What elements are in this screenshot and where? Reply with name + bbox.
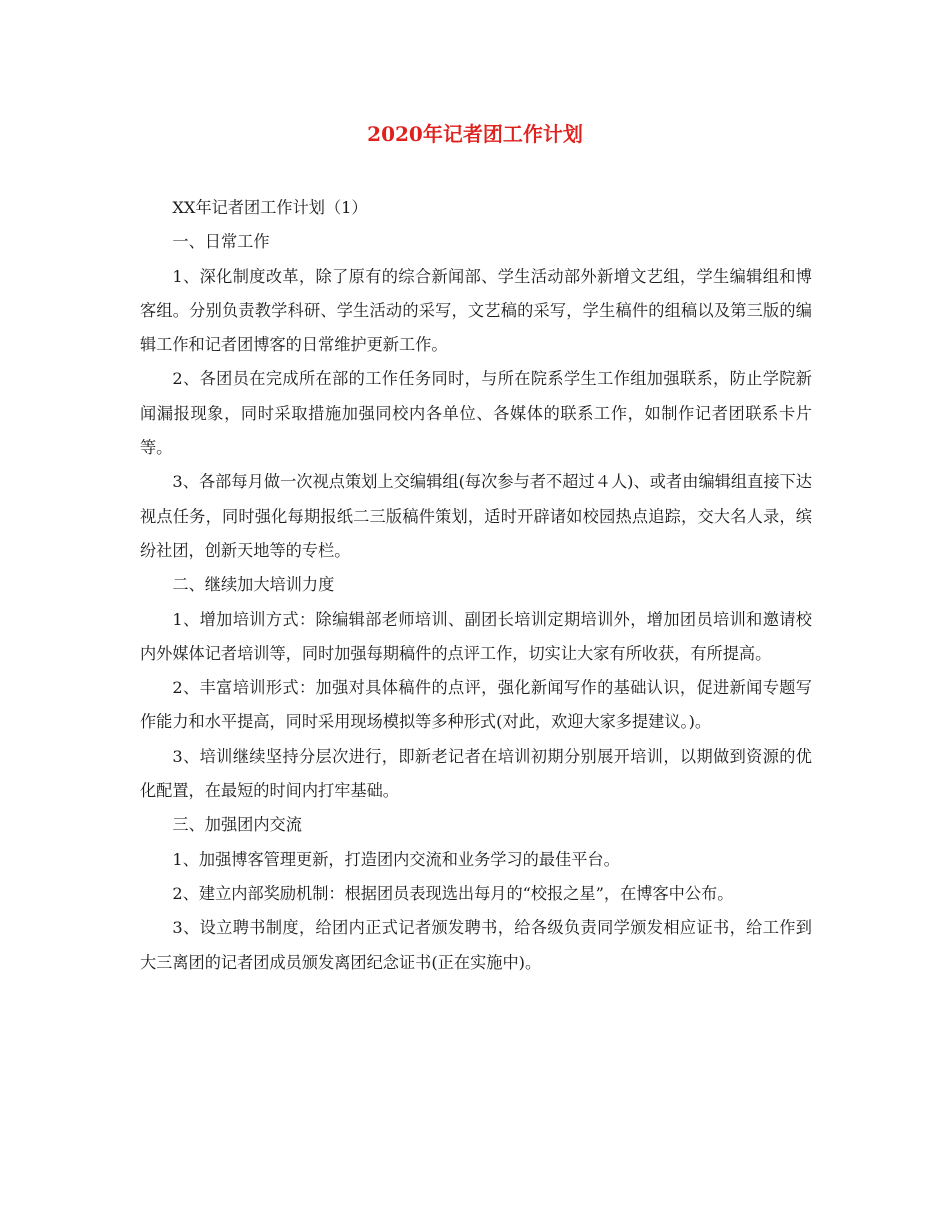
paragraph: 3、设立聘书制度，给团内正式记者颁发聘书，给各级负责同学颁发相应证书，给工作到大三离团的记者团成员颁发离团纪念证书(正在实施中)。 [140, 918, 812, 972]
section-heading-exchange: 三、加强团内交流 [172, 815, 302, 835]
paragraph: 3、各部每月做一次视点策划上交编辑组(每次参与者不超过４人)、或者由编辑组直接下达视点任务，同时强化每期报纸二三版稿件策划，适时开辟诸如校园热点追踪，交大名人录，缤纷社团，创新天地等的专栏。 [140, 472, 812, 560]
section-heading-daily-work: 一、日常工作 [172, 232, 270, 252]
paragraph: 1、增加培训方式：除编辑部老师培训、副团长培训定期培训外，增加团员培训和邀请校内外媒体记者培训等，同时加强每期稿件的点评工作，切实让大家有所收获，有所提高。 [140, 609, 812, 663]
paragraph: 1、加强博客管理更新，打造团内交流和业务学习的最佳平台。 [172, 849, 620, 869]
paragraph: 2、各团员在完成所在部的工作任务同时，与所在院系学生工作组加强联系，防止学院新闻漏报现象，同时采取措施加强同校内各单位、各媒体的联系工作，如制作记者团联系卡片等。 [140, 369, 812, 458]
paragraph: 2、丰富培训形式：加强对具体稿件的点评，强化新闻写作的基础认识，促进新闻专题写作能力和水平提高，同时采用现场模拟等多种形式(对此，欢迎大家多提建议。)。 [140, 678, 812, 732]
document-body [140, 191, 812, 980]
section-heading-training: 二、继续加大培训力度 [172, 575, 335, 595]
paragraph: 2、建立内部奖励机制：根据团员表现选出每月的“校报之星”，在博客中公布。 [172, 883, 734, 903]
paragraph-subtitle: XX年记者团工作计划（1） [172, 198, 368, 217]
paragraph: 3、培训继续坚持分层次进行，即新老记者在培训初期分别展开培训，以期做到资源的优化配置，在最短的时间内打牢基础。 [140, 746, 812, 801]
document-title: 2020年记者团工作计划 [367, 122, 583, 146]
paragraph: 1、深化制度改革，除了原有的综合新闻部、学生活动部外新增文艺组，学生编辑组和博客组。分别负责教学科研、学生活动的采写，文艺稿的采写，学生稿件的组稿以及第三版的编辑工作和记者团博客的日常维护更新工作。 [140, 266, 812, 355]
